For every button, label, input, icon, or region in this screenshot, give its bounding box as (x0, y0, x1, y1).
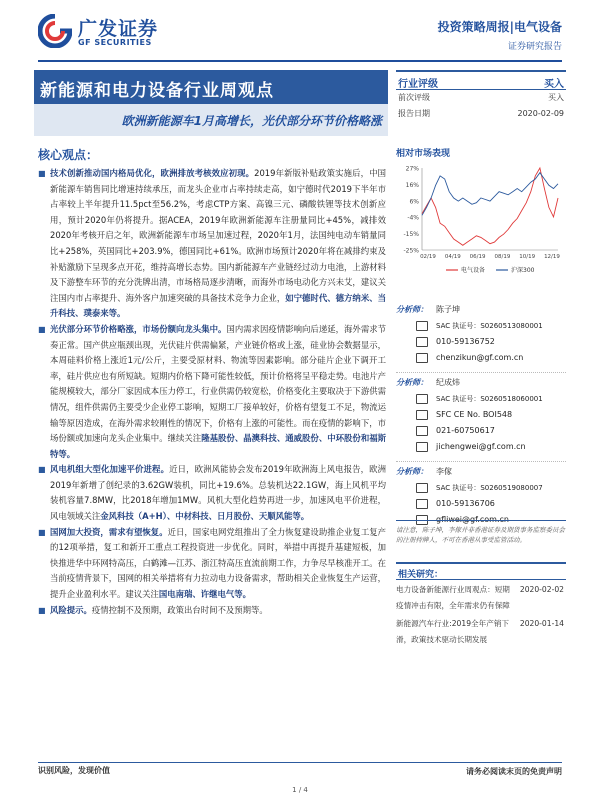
header-divider (38, 60, 562, 62)
analyst-contact-value[interactable]: gfliwei@gf.com.cn (436, 515, 509, 524)
legend-label: 沪深300 (511, 267, 535, 274)
analyst-label: 分析师： (396, 305, 428, 314)
analyst-contact-row (396, 407, 566, 423)
series-line (422, 168, 558, 245)
report-type: 证券研究报告 (507, 42, 562, 52)
related-item-title: 电力设备新能源行业周观点：短期疫情冲击有限，全年需求仍有保障 (396, 585, 510, 610)
x-tick-label: 10/19 (519, 254, 536, 260)
core-heading: 核心观点： (38, 148, 99, 162)
rating-heading: 行业评级 (398, 79, 438, 90)
analyst-name: 李傢 (436, 467, 452, 476)
report-date-label: 报告日期 (398, 109, 430, 118)
analyst-contact-value[interactable]: jichengwei@gf.com.cn (436, 442, 526, 451)
rating-value: 买入 (544, 79, 564, 90)
certificate-icon (416, 410, 428, 420)
rating-header (396, 70, 566, 90)
report-date-row (396, 106, 566, 122)
y-tick-label: 27% (405, 165, 419, 173)
related-heading: 相关研究： (396, 562, 566, 580)
analyst-contact-value: 010-59136752 (436, 337, 495, 346)
related-item[interactable] (396, 616, 566, 648)
analyst-contact-row (396, 391, 566, 407)
legend-label: 电气设备 (461, 267, 486, 274)
core-viewpoints (38, 166, 386, 618)
x-tick-label: 02/19 (420, 254, 436, 260)
risk-paragraph: ■ 风险提示。疫情控制不及预期，政策出台时间不及预期等。 (38, 603, 386, 619)
analyst-contact-row (396, 423, 566, 439)
analyst-block (396, 461, 566, 528)
related-item[interactable] (396, 582, 566, 614)
related-item-date: 2020-01-14 (519, 619, 564, 628)
report-date-value: 2020-02-09 (517, 109, 564, 118)
analyst-contact-row (396, 334, 566, 350)
y-tick-label: -4% (407, 214, 419, 222)
related-item-title: 新能源汽车行业:2019全年产销下滑，政策技术驱动长期发展 (396, 619, 510, 644)
analyst-block (396, 300, 566, 366)
analyst-contact-row (396, 439, 566, 455)
analyst-list (396, 300, 566, 534)
viewpoint-paragraph: ■ 风电机组大型化加速平价进程。近日，欧洲风能协会发布2019年欧洲海上风电报告，欧洲2019年新增了创纪录的3.62GW装机，同比+19.6%。总装机达22.1GW，海上风机平均装机容量7.8MW，比2018年增加1MW。风机大型化趋势再进一步，加速风电平价进程，风电领域关注金风科技（A+H）、中材科技、日月股份、天顺风能等。 (38, 462, 386, 524)
id-card-icon (416, 321, 428, 331)
analyst-contact-row (396, 350, 566, 366)
analyst-contact-row (396, 480, 566, 496)
analyst-name-row (396, 464, 566, 480)
chart-title: 相对市场表现 (396, 149, 451, 159)
gf-logo-icon (38, 14, 72, 48)
id-card-icon (416, 394, 428, 404)
logo-english: GF SECURITIES (78, 38, 152, 47)
analyst-name-row (396, 302, 566, 318)
prev-rating-row (396, 90, 566, 106)
analyst-name-row (396, 375, 566, 391)
x-tick-label: 04/19 (444, 254, 461, 260)
title-banner (34, 70, 388, 136)
analyst-contact-value: 010-59136706 (436, 499, 495, 508)
company-logo (38, 14, 168, 52)
analyst-block (396, 372, 566, 455)
y-tick-label: -25% (403, 247, 419, 255)
footer-disclaimer: 请务必阅读末页的免责声明 (466, 767, 562, 776)
analyst-contact-value: 021-60750617 (436, 426, 495, 435)
analyst-contact-value: SAC 执证号：S0260513080001 (436, 322, 543, 330)
page-number: 1 / 4 (292, 786, 308, 794)
analyst-contact-value: SFC CE No. BOI548 (436, 410, 513, 419)
x-tick-label: 08/19 (494, 254, 511, 260)
prev-rating-value: 买入 (548, 93, 564, 102)
report-series: 投资策略周报|电气设备 (437, 20, 562, 34)
prev-rating-label: 前次评级 (398, 93, 430, 102)
analyst-contact-row (396, 318, 566, 334)
analyst-contact-row (396, 496, 566, 512)
viewpoint-paragraph: ■ 光伏部分环节价格略涨，市场份额向龙头集中。国内需求因疫情影响向后递延，海外需求节奏正常。国产供应瓶颈出现，光伏硅片供需偏紧，产业链价格或上涨，硅业协会数据显示，本周硅料价格上涨近1元/公斤，主要受原材料、物流等因素影响。部分硅片企业下调开工率，硅片供应也有所短缺。短期内价格下降可能性较低，预计价格将呈平稳走势。电池片产能规模较大，部分厂家因成本压力停工，行业供需仍较宽松，价格变化主要取决于下游供需情况，组件供需仍主要受少企业停工影响，短期工厂接单较好，价格有望复工不足，物流运输等原因造成，在海外需求较刚性的情况下，价格有上涨的可能性。而在疫情的影响下，市场份额或加速向龙头企业集中。继续关注隆基股份、晶澳科技、通威股份、中环股份和福斯特等。 (38, 322, 386, 462)
related-research (396, 562, 566, 648)
page-header (0, 0, 600, 62)
viewpoint-paragraph: ■ 国网加大投资，需求有望恢复。近日，国家电网党组推出了全力恢复建设助推企业复工复产的12项举措，复工和新开工重点工程投资进一步优化。同时，举措中再提升基建短板，加快推进华中环网特高压，白鹤滩—江苏、浙江特高压直流前期工作，力争尽早核准开工。在当前疫情背景下，国网的相关举措将有力拉动电力设备需求，帮助相关企业恢复生产运营，提升企业盈利水平。建议关注国电南瑞、许继电气等。 (38, 525, 386, 603)
analyst-name: 纪成炜 (436, 378, 460, 387)
x-tick-label: 12/19 (544, 254, 560, 260)
report-subtitle: 欧洲新能源车1月高增长，光伏部分环节价格略涨 (121, 114, 382, 128)
analyst-label: 分析师： (396, 467, 428, 476)
phone-icon (416, 426, 428, 436)
x-tick-label: 06/19 (469, 254, 486, 260)
related-item-date: 2020-02-02 (519, 585, 564, 594)
analyst-contact-value: SAC 执证号：S0260518060001 (436, 395, 543, 403)
report-title: 新能源和电力设备行业周观点 (40, 81, 274, 101)
email-icon (416, 353, 428, 363)
page-footer (38, 762, 562, 776)
id-card-icon (416, 483, 428, 493)
analyst-contact-value[interactable]: chenzikun@gf.com.cn (436, 353, 524, 362)
analyst-name: 陈子坤 (436, 305, 460, 314)
phone-icon (416, 499, 428, 509)
disclaimer-note: 请注意，陈子坤，李傢并非香港证券及期货事务监察委员会的注册持牌人，不可在香港从事受监管活动。 (396, 520, 566, 545)
subtitle-bar (34, 104, 388, 136)
analyst-contact-value: SAC 执证号：S0260519080007 (436, 484, 543, 492)
relative-performance-chart (396, 162, 566, 278)
footer-slogan: 识别风险，发现价值 (38, 766, 110, 775)
y-tick-label: -15% (403, 231, 419, 239)
email-icon (416, 442, 428, 452)
y-tick-label: 16% (405, 181, 419, 189)
series-line (422, 173, 558, 216)
rating-panel (396, 70, 566, 122)
analyst-label: 分析师： (396, 378, 428, 387)
logo-chinese: 广发证券 (78, 18, 159, 40)
phone-icon (416, 337, 428, 347)
y-tick-label: 6% (409, 198, 419, 206)
viewpoint-paragraph: ■ 技术创新推动国内格局优化，欧洲排放考核效应初现。2019年新版补贴政策实施后，中国新能源车销售同比增速持续承压，而龙头企业市占率持续走高，如宁德时代2019下半年市占率较上半年提升11.5pct至56.2%，考虑CTP方案、高镍三元、磷酸铁锂等技术创新应用，预计2020年仍将提升。据ACEA，2019年欧洲新能源车注册量同比+45%，减排效2020年考核开启之年，欧洲新能源车市场呈加速过程，2020年1月，法国纯电动车销量同比+258%，英国同比+203.9%，德国同比+61%。欧洲市场预计2020年将在减排约束及补贴激励下呈现多点开花，维持高增长态势。国内新能源车产业链经过动力电池，上游材料及下游整车环节的充分洗牌出清，市场格局逐步清晰，而海外市场电动化方兴未艾，建议关注国内市占率提升、海外客户加速突破的具备技术竞争力企业，如宁德时代、德方纳米、当升科技、璞泰来等。 (38, 166, 386, 322)
